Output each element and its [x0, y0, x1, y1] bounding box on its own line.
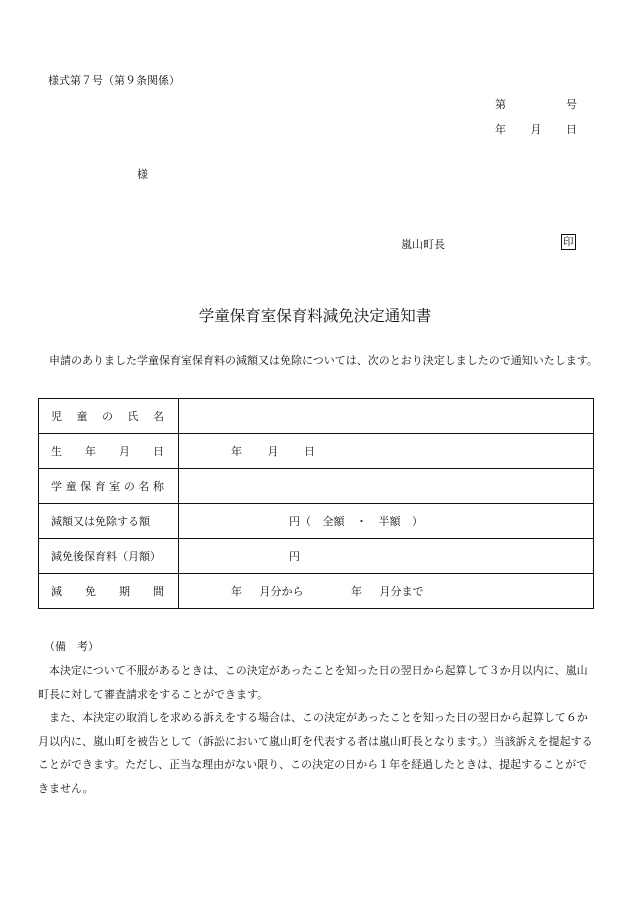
document-title: 学童保育室保育料減免決定通知書: [198, 307, 432, 325]
option-close: ）: [412, 515, 423, 528]
decision-table: [38, 398, 594, 609]
value-reduction-amount: [179, 504, 594, 539]
value-fee-after: [179, 539, 594, 574]
option-separator: ・: [356, 515, 367, 528]
value-facility-name: [179, 469, 594, 504]
label-char: 年: [85, 445, 96, 458]
label-char: 学: [51, 480, 62, 493]
label-cell: [39, 434, 179, 469]
fee-after-yen-label: 円: [289, 550, 300, 563]
label-char: 保: [80, 480, 92, 493]
label-fee-after: 減免後保育料（月額）: [51, 550, 161, 563]
label-char: 童: [76, 410, 88, 423]
issue-number: [495, 96, 577, 112]
seal-mark: 印: [563, 236, 574, 248]
label-period: [39, 583, 178, 599]
form-number: 様式第７号（第９条関係）: [48, 74, 180, 87]
table-row-fee-after: [39, 539, 594, 574]
label-char: の: [123, 480, 135, 493]
option-full: 全額: [322, 515, 345, 528]
issue-date-month: 月: [530, 123, 542, 136]
label-char: 児: [51, 410, 62, 423]
remarks-body: [38, 659, 598, 800]
addressee-suffix: 様: [137, 168, 148, 181]
amount-yen-label: 円（: [289, 515, 311, 528]
label-char: の: [102, 410, 113, 423]
label-char: 生: [51, 445, 62, 458]
table-row-period: [39, 574, 594, 609]
period-to-year: 年: [351, 585, 362, 598]
label-char: 氏: [127, 410, 139, 423]
birth-day-label: 日: [304, 445, 315, 458]
label-cell: [39, 574, 179, 609]
intro-text: 申請のありました学童保育室保育料の減額又は免除については、次のとおり決定しましたので通知いたします。: [49, 354, 598, 367]
label-reduction-amount: 減額又は免除する額: [51, 515, 150, 528]
value-child-name: [179, 399, 594, 434]
issue-number-prefix: 第: [495, 98, 506, 111]
label-char: 名: [138, 480, 150, 493]
label-char: 育: [94, 480, 106, 493]
label-char: 日: [153, 445, 164, 458]
label-char: 間: [153, 585, 164, 598]
remarks-paragraph-lawsuit: また、本決定の取消しを求める訴えをする場合は、この決定があったことを知った日の翌日から起算して６か月以内に、嵐山町を被告として（訴訟において嵐山町を代表する者は嵐山町長となります。）当該訴えを提起することができます。ただし、正当な理由がない限り、この決定の日から１年を経過したときは、提起することができません。: [38, 711, 593, 795]
birth-month-label: 月: [267, 445, 279, 458]
period-to-month: 月分まで: [379, 585, 424, 598]
table-row-child-name: [39, 399, 594, 434]
issue-number-suffix: 号: [566, 98, 577, 111]
label-cell: [39, 399, 179, 434]
label-cell: [39, 504, 179, 539]
label-birthdate: [39, 443, 178, 459]
birthdate-fields: [179, 443, 593, 459]
issue-date: [495, 121, 577, 137]
remarks-heading: （備 考）: [44, 640, 99, 653]
sender-name: 嵐山町長: [401, 238, 445, 251]
label-char: 室: [109, 480, 121, 493]
remarks-paragraph-appeal: 本決定について不服があるときは、この決定があったことを知った日の翌日から起算して３か月以内に、嵐山町長に対して審査請求をすることができます。: [38, 664, 588, 701]
period-from-year: 年: [231, 585, 242, 598]
table-row-facility-name: [39, 469, 594, 504]
value-birthdate: [179, 434, 594, 469]
table-row-reduction-amount: [39, 504, 594, 539]
issue-date-year: 年: [495, 123, 506, 136]
reduction-amount-fields: [179, 513, 593, 529]
label-char: 免: [85, 585, 96, 598]
label-char: 減: [51, 585, 62, 598]
label-facility-name: [39, 478, 178, 494]
label-char: 名: [153, 410, 164, 423]
period-from-month: 月分から: [259, 585, 304, 598]
birth-year-label: 年: [231, 445, 242, 458]
label-child-name: [39, 408, 178, 424]
issue-date-day: 日: [566, 123, 577, 136]
label-cell: [39, 469, 179, 504]
label-char: 期: [119, 585, 130, 598]
label-char: 称: [152, 480, 164, 493]
label-cell: [39, 539, 179, 574]
value-period: [179, 574, 594, 609]
label-char: 月: [119, 445, 130, 458]
option-half: 半額: [378, 515, 401, 528]
label-char: 童: [65, 480, 77, 493]
table-row-birthdate: [39, 434, 594, 469]
period-fields: [179, 583, 593, 599]
